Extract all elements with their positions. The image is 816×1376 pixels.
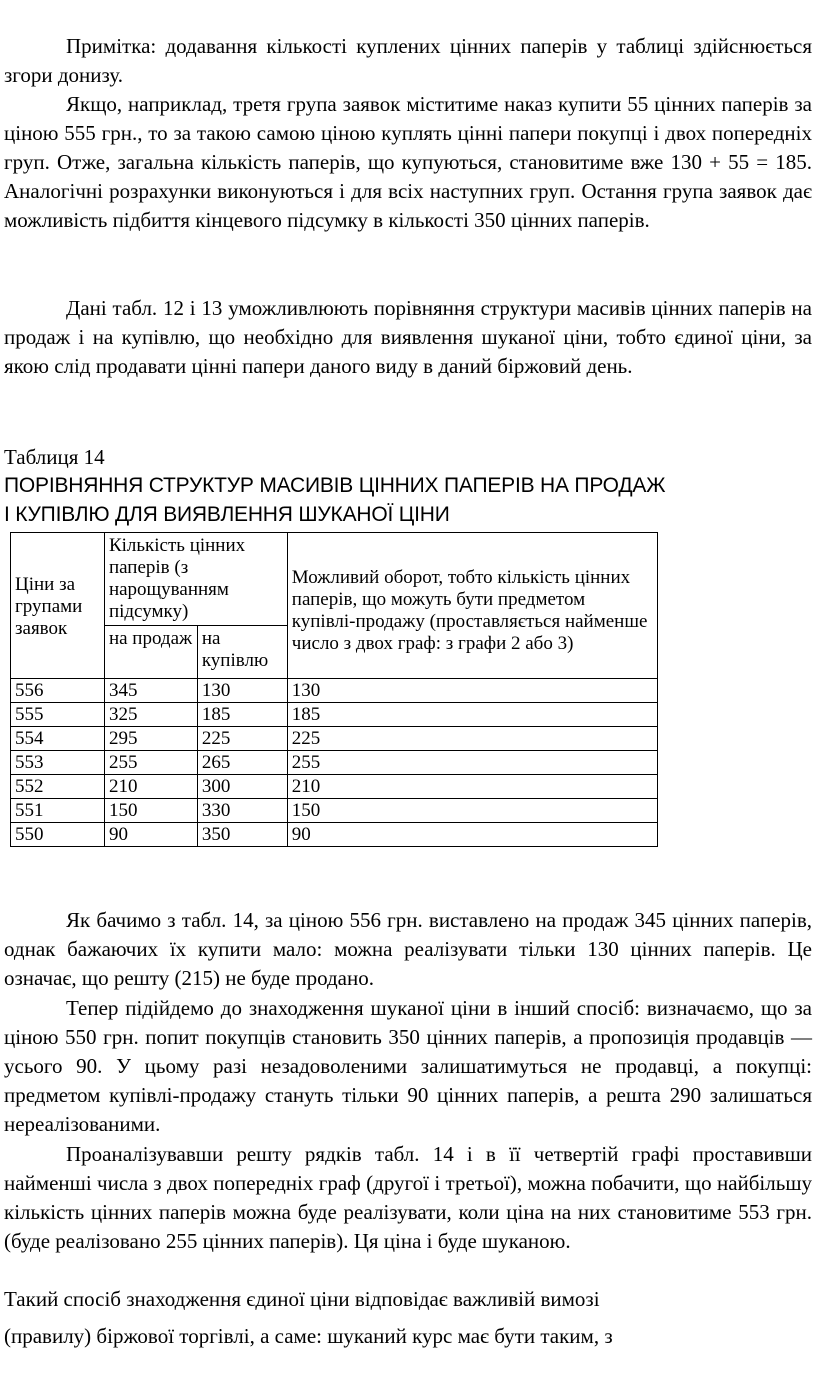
cell-purchase: 300 [197, 775, 287, 799]
cell-purchase: 330 [197, 799, 287, 823]
cell-turnover: 130 [287, 679, 657, 703]
table-title-line-1: ПОРІВНЯННЯ СТРУКТУР МАСИВІВ ЦІННИХ ПАПЕРІВ НА ПРОДАЖ [4, 474, 666, 497]
paragraph-compare: Дані табл. 12 і 13 уможливлюють порівняння структури масивів цінних паперів на продаж і на купівлю, що необхідно для виявлення шуканої ціни, тобто єдиної ціни, за якою слід продавати цінні папери даного виду в даний біржовий день. [4, 296, 812, 378]
table-row [11, 727, 658, 751]
table-row [11, 799, 658, 823]
paragraph-note: Примітка: додавання кількості куплених цінних паперів у таблиці здійснюється згори донизу. [4, 34, 812, 87]
cell-price: 551 [11, 799, 105, 823]
cell-purchase: 350 [197, 823, 287, 847]
paragraph-now: Тепер підійдемо до знаходження шуканої ціни в інший спосіб: визначаємо, що за ціною 550 грн. попит покупців становить 350 цінних паперів, а пропозиція продавців — усього 90. У цьому разі незадоволеними залишатимуться не продавці, а покупці: предметом купівлі-продажу стануть тільки 90 цінних паперів, а решта 290 залишаться нереалізованими. [4, 996, 812, 1136]
cell-turnover: 210 [287, 775, 657, 799]
table-row [11, 751, 658, 775]
cell-turnover: 150 [287, 799, 657, 823]
cell-sale: 255 [104, 751, 197, 775]
cell-turnover: 255 [287, 751, 657, 775]
header-possible-turnover: Можливий оборот, тобто кількість цінних паперів, що можуть бути предметом купівлі-продажу (проставляється найменше число з двох граф: з графи 2 або 3) [287, 533, 657, 679]
cell-price: 555 [11, 703, 105, 727]
paragraph-analysis: Проаналізувавши решту рядків табл. 14 і в її четвертій графі проставивши найменші числа з двох попередніх граф (другої і третьої), можна побачити, що найбільшу кількість цінних паперів можна буде реалізувати, коли ціна на них становитиме 553 грн. (буде реалізовано 255 цінних паперів). Ця ціна і буде шуканою. [4, 1142, 812, 1253]
cell-purchase: 130 [197, 679, 287, 703]
table-title [4, 471, 816, 529]
cell-purchase: 225 [197, 727, 287, 751]
table-row [11, 679, 658, 703]
cell-price: 552 [11, 775, 105, 799]
cell-price: 550 [11, 823, 105, 847]
paragraph-method-line-1: Такий спосіб знаходження єдиної ціни відповідає важливій вимозі [4, 1287, 600, 1311]
header-price-groups: Ціни за групами заявок [11, 533, 105, 679]
cell-sale: 325 [104, 703, 197, 727]
table-row [11, 703, 658, 727]
paragraph-method-line-2: (правилу) біржової торгівлі, а саме: шуканий курс має бути таким, з [4, 1324, 613, 1348]
paragraph-example: Якщо, наприклад, третя група заявок міститиме наказ купити 55 цінних паперів за ціною 555 грн., то за такою самою ціною куплять цінні папери покупці і двох попередніх груп. Отже, загальна кількість паперів, що купуються, становитиме вже 130 + 55 = 185. Аналогічні розрахунки виконуються і для всіх наступних груп. Остання група заявок дає можливість підбиття кінцевого підсумку в кількості 350 цінних паперів. [4, 92, 812, 232]
cell-price: 553 [11, 751, 105, 775]
cell-turnover: 225 [287, 727, 657, 751]
table-row [11, 775, 658, 799]
comparison-table [10, 532, 658, 847]
cell-sale: 90 [104, 823, 197, 847]
header-for-purchase: на купівлю [197, 626, 287, 679]
cell-sale: 295 [104, 727, 197, 751]
table-label: Таблиця 14 [4, 445, 105, 469]
header-quantity: Кількість цінних паперів (з нарощуванням підсумку) [104, 533, 287, 626]
cell-turnover: 185 [287, 703, 657, 727]
cell-price: 554 [11, 727, 105, 751]
cell-sale: 210 [104, 775, 197, 799]
table-header-row [11, 533, 658, 626]
cell-purchase: 185 [197, 703, 287, 727]
cell-sale: 150 [104, 799, 197, 823]
cell-sale: 345 [104, 679, 197, 703]
table-row [11, 823, 658, 847]
cell-purchase: 265 [197, 751, 287, 775]
table-title-line-2: І КУПІВЛЮ ДЛЯ ВИЯВЛЕННЯ ШУКАНОЇ ЦІНИ [4, 503, 450, 526]
cell-price: 556 [11, 679, 105, 703]
cell-turnover: 90 [287, 823, 657, 847]
header-for-sale: на продаж [104, 626, 197, 679]
paragraph-seen: Як бачимо з табл. 14, за ціною 556 грн. виставлено на продаж 345 цінних паперів, однак бажаючих їх купити мало: можна реалізувати тільки 130 цінних паперів. Це означає, що решту (215) не буде продано. [4, 908, 812, 990]
